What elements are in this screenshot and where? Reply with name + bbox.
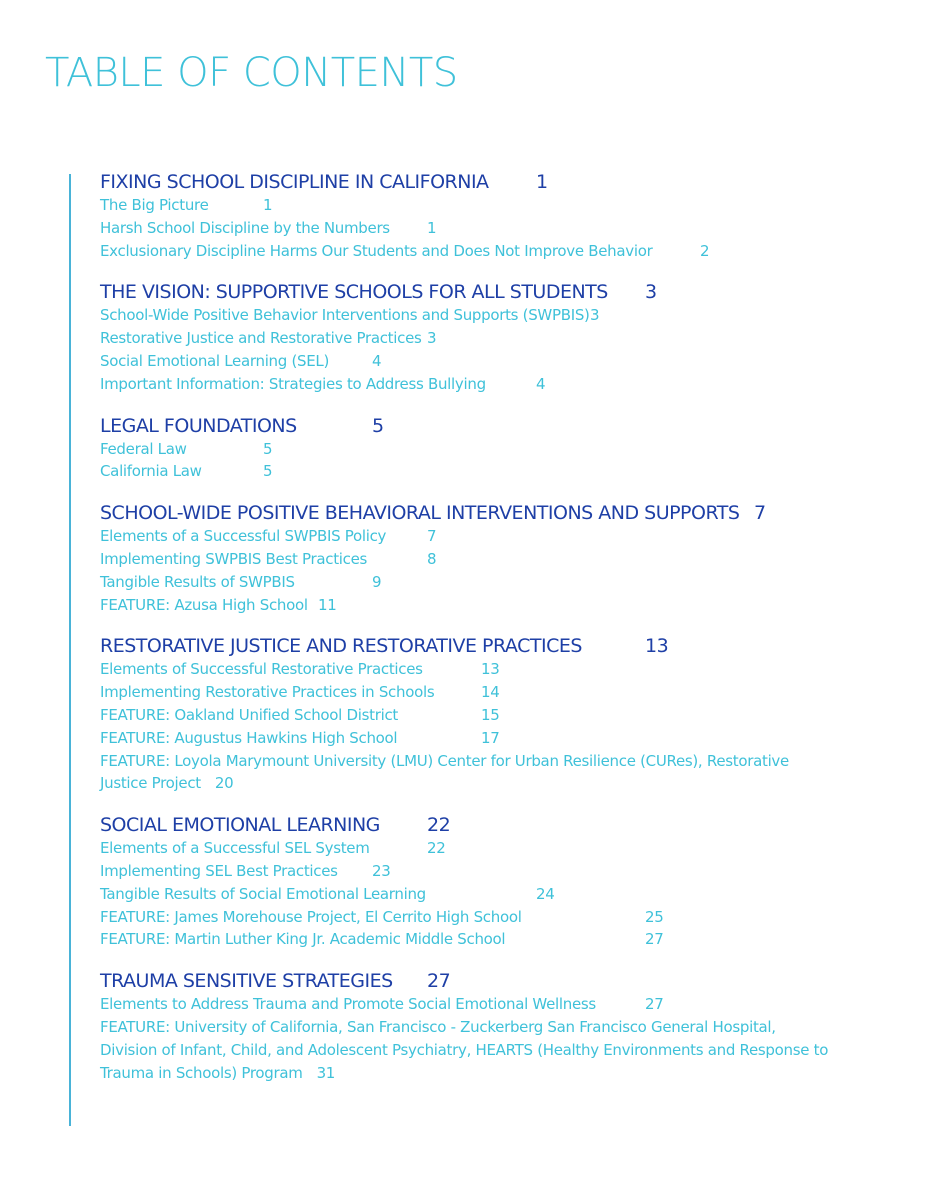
toc-entry[interactable] xyxy=(100,883,890,906)
toc-entry[interactable] xyxy=(100,727,890,750)
toc-section xyxy=(100,415,890,484)
toc-entry[interactable] xyxy=(100,460,890,483)
section-heading[interactable] xyxy=(100,502,890,525)
entry-page-number: 13 xyxy=(481,660,500,679)
section-heading-label: FIXING SCHOOL DISCIPLINE IN CALIFORNIA xyxy=(100,171,489,193)
section-heading-label: SCHOOL-WIDE POSITIVE BEHAVIORAL INTERVENTIONS AND SUPPORTS xyxy=(100,502,740,525)
toc-entry[interactable] xyxy=(100,906,890,929)
entry-page-number: 4 xyxy=(372,351,382,370)
section-heading[interactable] xyxy=(100,635,890,658)
section-heading[interactable] xyxy=(100,281,890,304)
entry-page-number: 1 xyxy=(263,196,273,214)
entry-page-number: 7 xyxy=(427,527,437,546)
entry-page-number: 20 xyxy=(214,774,234,793)
toc-entry[interactable] xyxy=(100,240,890,263)
entry-page-number: 15 xyxy=(481,705,500,724)
toc-entry[interactable] xyxy=(100,571,890,594)
toc-section xyxy=(100,171,890,262)
entry-page-number: 9 xyxy=(372,572,382,591)
entry-label: Restorative Justice and Restorative Practices xyxy=(100,329,422,348)
section-page-number: 5 xyxy=(372,414,384,437)
entry-label: FEATURE: James Morehouse Project, El Cerrito High School xyxy=(100,907,522,926)
entry-page-number: 5 xyxy=(263,462,273,481)
section-heading-label: SOCIAL EMOTIONAL LEARNING xyxy=(100,814,380,837)
entry-label: Tangible Results of Social Emotional Learning xyxy=(100,884,426,903)
entry-label: The Big Picture xyxy=(100,196,209,214)
toc-entry[interactable] xyxy=(100,993,890,1016)
entry-page-number: 17 xyxy=(481,728,500,747)
section-page-number: 13 xyxy=(645,635,669,658)
entry-label: Elements of a Successful SWPBIS Policy xyxy=(100,527,387,546)
toc-entry[interactable] xyxy=(100,350,890,373)
section-heading-label: TRAUMA SENSITIVE STRATEGIES xyxy=(100,970,393,993)
toc-section xyxy=(100,281,890,395)
section-heading-label: THE VISION: SUPPORTIVE SCHOOLS FOR ALL STUDENTS xyxy=(100,281,608,304)
toc-entry[interactable] xyxy=(100,525,890,548)
toc-entry[interactable] xyxy=(100,750,830,796)
toc-entry[interactable] xyxy=(100,860,890,883)
entry-label: FEATURE: Oakland Unified School District xyxy=(100,705,398,724)
toc-entry[interactable] xyxy=(100,658,890,681)
section-heading[interactable] xyxy=(100,171,890,194)
entry-label: Implementing Restorative Practices in Schools xyxy=(100,683,435,702)
entry-page-number: 1 xyxy=(427,218,437,237)
entry-page-number: 5 xyxy=(263,439,273,458)
entry-label: California Law xyxy=(100,462,202,481)
entry-label: Elements of Successful Restorative Practices xyxy=(100,660,423,679)
toc-entry[interactable] xyxy=(100,1016,830,1084)
toc-entry[interactable] xyxy=(100,373,890,396)
toc-entry[interactable] xyxy=(100,438,890,461)
toc-section xyxy=(100,814,890,951)
section-page-number: 1 xyxy=(536,171,548,193)
entry-page-number: 31 xyxy=(316,1063,336,1082)
entry-label: Elements of a Successful SEL System xyxy=(100,839,370,858)
entry-page-number: 23 xyxy=(372,861,391,880)
left-accent-rule xyxy=(69,174,71,1126)
toc-section xyxy=(100,635,890,795)
entry-page-number: 4 xyxy=(536,374,546,393)
section-heading[interactable] xyxy=(100,970,890,993)
entry-label: School-Wide Positive Behavior Interventions and Supports (SWPBIS) xyxy=(100,306,590,325)
entry-page-number: 25 xyxy=(645,907,664,926)
entry-label: Important Information: Strategies to Address Bullying xyxy=(100,374,486,393)
section-page-number: 27 xyxy=(427,970,451,993)
section-heading[interactable] xyxy=(100,814,890,837)
toc-section xyxy=(100,970,890,1084)
entry-label: Tangible Results of SWPBIS xyxy=(100,572,295,591)
entry-page-number: 24 xyxy=(536,884,555,903)
toc-entry[interactable] xyxy=(100,594,890,617)
entry-label: FEATURE: Augustus Hawkins High School xyxy=(100,728,398,747)
page-title: TABLE OF CONTENTS xyxy=(45,50,458,96)
entry-page-number: 27 xyxy=(645,995,664,1014)
entry-page-number: 3 xyxy=(427,329,437,348)
entry-label: FEATURE: Azusa High School xyxy=(100,595,308,614)
toc-entry[interactable] xyxy=(100,837,890,860)
entry-page-number: 27 xyxy=(645,930,664,949)
entry-label: Implementing SEL Best Practices xyxy=(100,861,338,880)
entry-page-number: 2 xyxy=(700,241,710,260)
section-heading[interactable] xyxy=(100,415,890,438)
entry-label: Harsh School Discipline by the Numbers xyxy=(100,218,390,237)
section-page-number: 7 xyxy=(754,502,766,525)
entry-label: Implementing SWPBIS Best Practices xyxy=(100,549,368,568)
entry-label: Elements to Address Trauma and Promote Social Emotional Wellness xyxy=(100,995,596,1014)
table-of-contents xyxy=(100,171,890,1103)
entry-label: FEATURE: University of California, San Francisco - Zuckerberg San Francisco General Hospital, Division of Infant, Child, and Adolescent Psychiatry, HEARTS (Healthy Environments and Response to Trauma in Schools) Program xyxy=(100,1017,829,1082)
toc-entry[interactable] xyxy=(100,217,890,240)
entry-page-number: 22 xyxy=(427,839,446,858)
entry-page-number: 14 xyxy=(481,683,500,702)
entry-label: Federal Law xyxy=(100,439,187,458)
section-heading-label: RESTORATIVE JUSTICE AND RESTORATIVE PRACTICES xyxy=(100,635,582,658)
toc-entry[interactable] xyxy=(100,194,890,217)
entry-page-number: 11 xyxy=(318,595,337,614)
toc-section xyxy=(100,502,890,616)
toc-entry[interactable] xyxy=(100,704,890,727)
entry-page-number: 8 xyxy=(427,549,437,568)
toc-entry[interactable] xyxy=(100,304,890,327)
entry-label: Social Emotional Learning (SEL) xyxy=(100,351,330,370)
toc-entry[interactable] xyxy=(100,928,890,951)
entry-label: FEATURE: Martin Luther King Jr. Academic Middle School xyxy=(100,930,506,949)
toc-entry[interactable] xyxy=(100,548,890,571)
section-page-number: 22 xyxy=(427,814,451,837)
entry-page-number: 3 xyxy=(590,306,600,325)
entry-label: Exclusionary Discipline Harms Our Students and Does Not Improve Behavior xyxy=(100,241,653,260)
toc-entry[interactable] xyxy=(100,327,890,350)
toc-entry[interactable] xyxy=(100,681,890,704)
entry-label: FEATURE: Loyola Marymount University (LMU) Center for Urban Resilience (CURes), Restorative Justice Project xyxy=(100,751,789,793)
section-page-number: 3 xyxy=(645,281,657,304)
section-heading-label: LEGAL FOUNDATIONS xyxy=(100,414,297,437)
